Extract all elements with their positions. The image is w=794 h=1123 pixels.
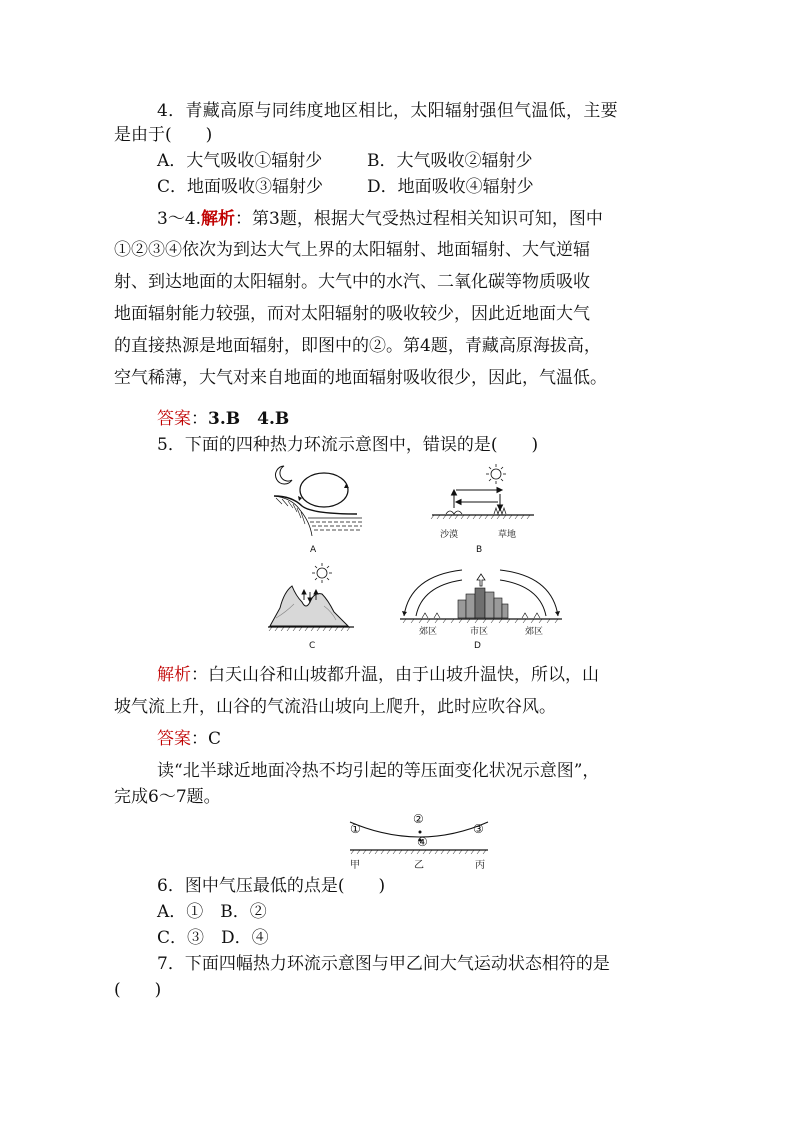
q4-option-b: B．大气吸收②辐射少	[367, 151, 533, 171]
figure-b-label: B	[476, 545, 483, 555]
isobar-point-2: ②	[413, 812, 424, 826]
read67-line2: 完成6～7题。	[114, 787, 221, 807]
q4-stem-line1: 4．青藏高原与同纬度地区相比，太阳辐射强但气温低，主要	[157, 101, 618, 121]
answer34	[157, 407, 289, 431]
figure-d-suburb-right-label: 郊区	[525, 627, 544, 637]
analysis34-line4: 地面辐射能力较强，而对太阳辐射的吸收较少，因此近地面大气	[114, 304, 590, 324]
figure-a-circulation	[300, 473, 348, 507]
figure-b	[428, 462, 538, 524]
figure-d-city-buildings	[458, 588, 508, 618]
analysis5-line2: 坡气流上升，山谷的气流沿山坡向上爬升，此时应吹谷风。	[114, 697, 556, 717]
figure-a-label: A	[310, 545, 317, 555]
answer5	[157, 727, 221, 751]
analysis34-prefix: 3～4.	[157, 209, 202, 229]
figure-b-grass-label: 草地	[498, 530, 517, 540]
q5-stem: 5．下面的四种热力环流示意图中，错误的是( )	[157, 435, 539, 455]
q4-option-d: D．地面吸收④辐射少	[367, 177, 534, 197]
q7-stem-line2: ( )	[114, 980, 162, 1000]
figure-c-mountains	[270, 586, 348, 626]
isobar-label-jia: 甲	[350, 860, 360, 871]
q6-options-cd: C．③ D．④	[157, 928, 269, 948]
answer34-colon: ：	[191, 409, 208, 429]
q7-stem-line1: 7．下面四幅热力环流示意图与甲乙间大气运动状态相符的是	[157, 954, 610, 974]
moon-icon	[276, 466, 292, 484]
analysis34-line3: 射、到达地面的太阳辐射。大气中的水汽、二氧化碳等物质吸收	[114, 272, 590, 292]
answer5-label: 答案	[157, 729, 191, 749]
figure-c	[266, 562, 358, 634]
figure-d-city-label: 市区	[470, 627, 489, 637]
figure-c-label: C	[309, 641, 316, 651]
analysis34-line2: ①②③④依次为到达大气上界的太阳辐射、地面辐射、大气逆辐	[114, 240, 590, 260]
figure-b-desert-label: 沙漠	[440, 530, 459, 540]
q6-options-ab: A．① B．②	[157, 902, 267, 922]
figure-d-left-arc-inner	[416, 580, 462, 616]
isobar-point-3: ③	[473, 822, 484, 836]
sun-icon	[486, 464, 506, 484]
answer34-label: 答案	[157, 409, 191, 429]
figure-a	[262, 462, 372, 542]
figure-d-label: D	[474, 641, 481, 651]
isobar-point-2-dot	[419, 831, 422, 834]
isobar-label-bing: 丙	[475, 860, 485, 871]
analysis5-colon: ：	[191, 665, 208, 685]
analysis34-text1: 第3题，根据大气受热过程相关知识可知，图中	[252, 209, 603, 229]
sun-icon	[312, 563, 332, 583]
q4-stem-line2: 是由于( )	[114, 125, 213, 145]
analysis5-text1: 白天山谷和山坡都升温，由于山坡升温快，所以，山	[208, 665, 599, 685]
figure-d-right-arc-outer	[500, 570, 558, 616]
analysis5-label: 解析	[157, 665, 191, 685]
q6-stem: 6．图中气压最低的点是( )	[157, 876, 386, 896]
answer5-colon: ：	[191, 729, 208, 749]
figure-d-suburb-left-label: 郊区	[419, 627, 438, 637]
answer5-text: C	[208, 729, 222, 749]
answer34-text: 3.B 4.B	[208, 409, 290, 429]
q4-option-c: C．地面吸收③辐射少	[157, 177, 324, 197]
figure-d-left-arc-outer	[404, 570, 462, 616]
isobar-point-1: ①	[350, 822, 361, 836]
analysis34-colon: ：	[235, 209, 253, 229]
isobar-point-4: ④	[417, 835, 428, 849]
analysis34-label: 解析	[201, 209, 236, 229]
analysis34-line1	[157, 207, 603, 231]
q4-option-a: A．大气吸收①辐射少	[157, 151, 323, 171]
read67-line1: 读“北半球近地面冷热不均引起的等压面变化状况示意图”，	[157, 761, 600, 781]
analysis34-line6: 空气稀薄，大气对来自地面的地面辐射吸收很少，因此，气温低。	[114, 368, 607, 388]
analysis5-line1	[157, 663, 599, 687]
isobar-label-yi: 乙	[414, 860, 424, 871]
figure-d	[398, 562, 564, 624]
analysis34-line5: 的直接热源是地面辐射，即图中的②。第4题，青藏高原海拔高，	[114, 336, 601, 356]
